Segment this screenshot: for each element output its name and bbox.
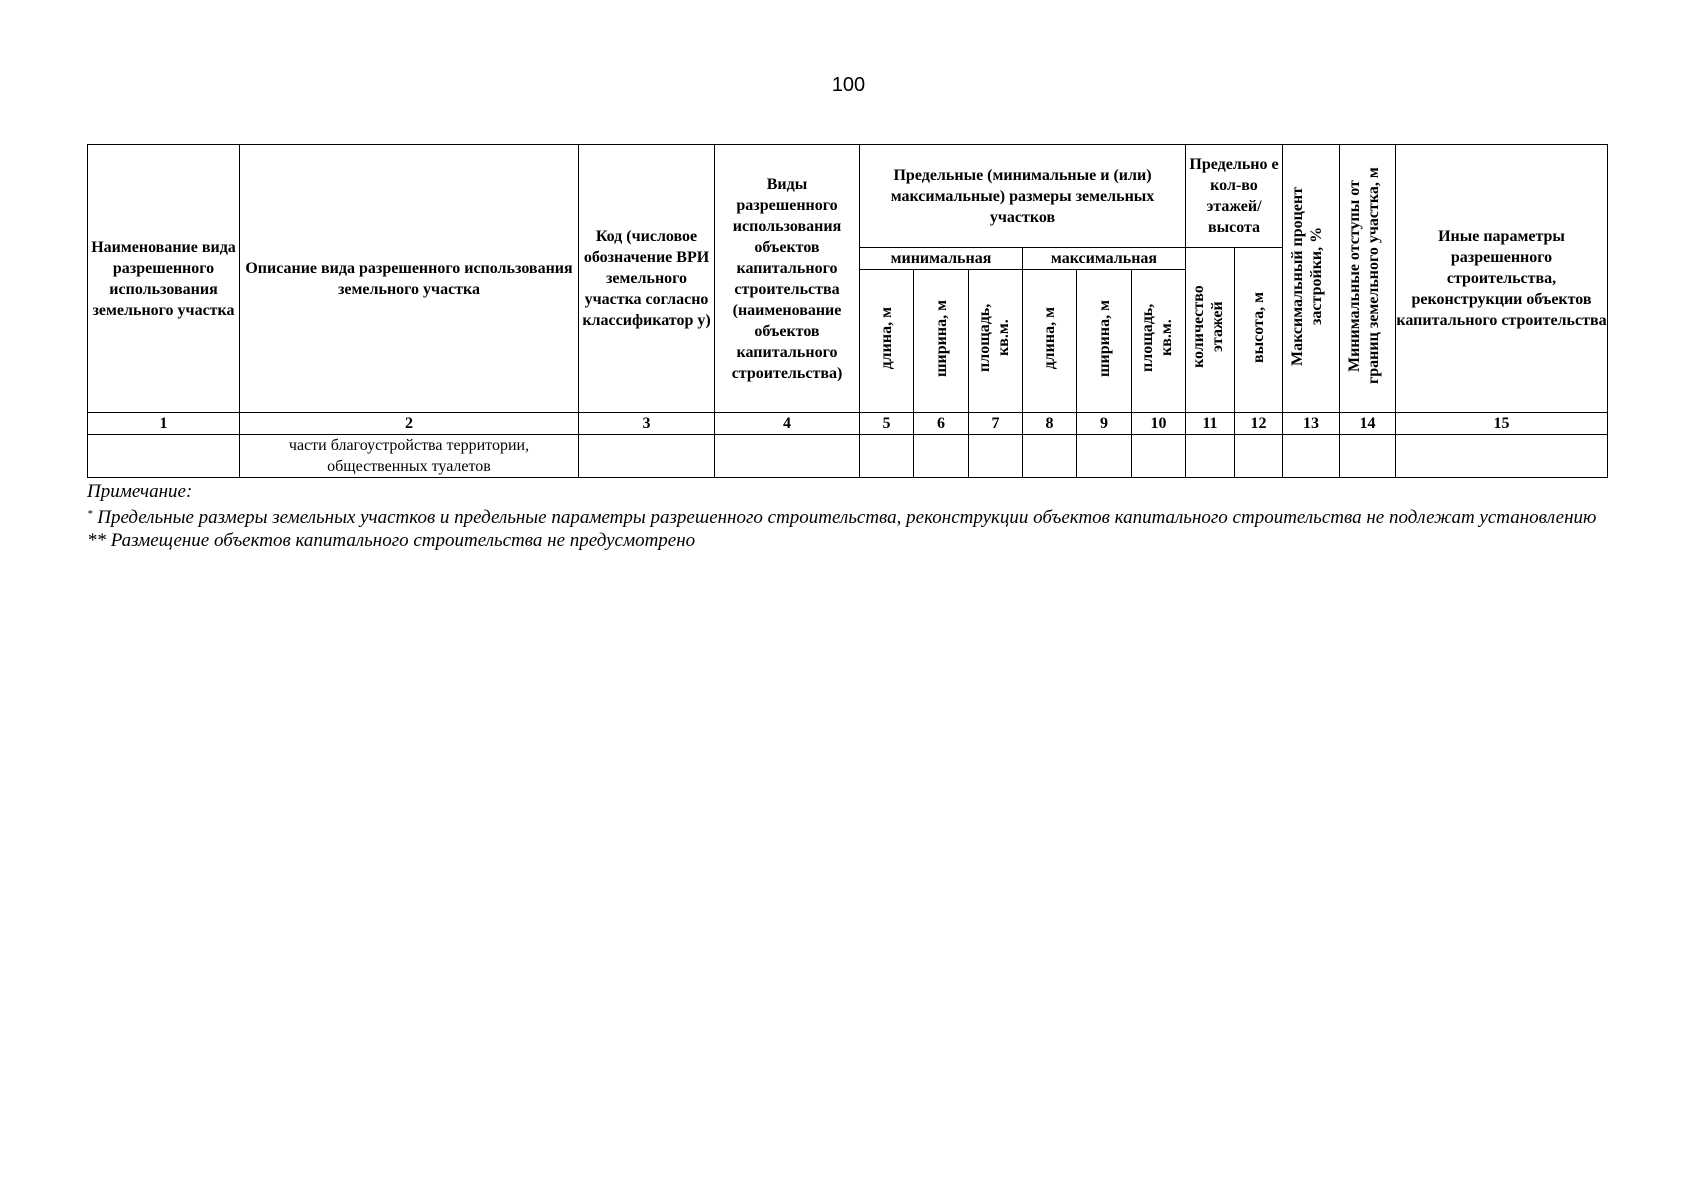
header-min-area-label: площадь, кв.м.	[975, 303, 1012, 373]
column-number: 6	[914, 413, 969, 435]
header-floors-group: Предельно е кол-во этажей/ высота	[1186, 145, 1283, 248]
cell-min-width	[914, 435, 969, 478]
cell-min-length	[860, 435, 914, 478]
table-row	[88, 435, 1608, 478]
cell-max-length	[1023, 435, 1077, 478]
column-number: 1	[88, 413, 240, 435]
header-min-length-label: длина, м	[878, 306, 895, 370]
header-code: Код (числовое обозначение ВРИ земельного участка согласно классификатор у)	[579, 145, 715, 413]
column-number: 4	[715, 413, 860, 435]
column-number: 7	[969, 413, 1023, 435]
column-number: 5	[860, 413, 914, 435]
header-floors-label: количество этажей	[1190, 285, 1226, 369]
header-description: Описание вида разрешенного использования земельного участка	[240, 145, 579, 413]
column-number: 9	[1077, 413, 1132, 435]
header-floors	[1186, 248, 1235, 413]
cell-name	[88, 435, 240, 478]
note-1	[87, 503, 1623, 529]
cell-max-width	[1077, 435, 1132, 478]
header-min-width	[914, 270, 969, 413]
header-max-length-label: длина, м	[1041, 306, 1058, 370]
header-other: Иные параметры разрешенного строительства, реконструкции объектов капитального строительства	[1396, 145, 1608, 413]
header-max-width	[1077, 270, 1132, 413]
header-max-length	[1023, 270, 1077, 413]
column-number: 2	[240, 413, 579, 435]
column-number: 10	[1132, 413, 1186, 435]
column-number: 14	[1340, 413, 1396, 435]
header-maximal: максимальная	[1023, 248, 1186, 270]
column-number-row	[88, 413, 1608, 435]
cell-min-area	[969, 435, 1023, 478]
header-min-length	[860, 270, 914, 413]
cell-height	[1235, 435, 1283, 478]
column-number: 15	[1396, 413, 1608, 435]
header-height-label: высота, м	[1250, 291, 1267, 363]
cell-other	[1396, 435, 1608, 478]
cell-max-area	[1132, 435, 1186, 478]
note-1-text: Предельные размеры земельных участков и предельные параметры разрешенного строительства, реконструкции объектов капитального строительства не подлежат установлению	[97, 507, 1597, 528]
cell-code	[579, 435, 715, 478]
column-number: 3	[579, 413, 715, 435]
notes	[87, 480, 1623, 552]
column-number: 12	[1235, 413, 1283, 435]
column-number: 8	[1023, 413, 1077, 435]
page-number: 100	[831, 74, 866, 96]
column-number: 11	[1186, 413, 1235, 435]
land-use-table	[87, 144, 1608, 478]
note-2: ** Размещение объектов капитального строительства не предусмотрено	[87, 530, 696, 551]
header-setbacks	[1340, 145, 1396, 413]
header-build-percent-label: Максимальный процент застройки, %	[1289, 185, 1325, 366]
header-setbacks-label: Минимальные отступы от границ земельного участка, м	[1345, 167, 1382, 384]
header-min-area	[969, 270, 1023, 413]
cell-setbacks	[1340, 435, 1396, 478]
header-limits: Предельные (минимальные и (или) максимальные) размеры земельных участков	[860, 145, 1186, 248]
header-max-area-label: площадь, кв.м.	[1138, 303, 1175, 373]
note-1-mark: *	[87, 508, 93, 520]
header-build-percent	[1283, 145, 1340, 413]
header-max-width-label: ширина, м	[1095, 299, 1113, 377]
cell-floors	[1186, 435, 1235, 478]
header-height	[1235, 248, 1283, 413]
header-max-area	[1132, 270, 1186, 413]
notes-title: Примечание:	[87, 481, 193, 502]
column-number: 13	[1283, 413, 1340, 435]
header-name: Наименование вида разрешенного использования земельного участка	[88, 145, 240, 413]
cell-build-percent	[1283, 435, 1340, 478]
header-minimal: минимальная	[860, 248, 1023, 270]
header-min-width-label: ширина, м	[932, 299, 950, 377]
header-kinds: Виды разрешенного использования объектов капитального строительства (наименование объектов капитального строительства)	[715, 145, 860, 413]
cell-description: части благоустройства территории, общественных туалетов	[240, 435, 579, 478]
cell-kinds	[715, 435, 860, 478]
